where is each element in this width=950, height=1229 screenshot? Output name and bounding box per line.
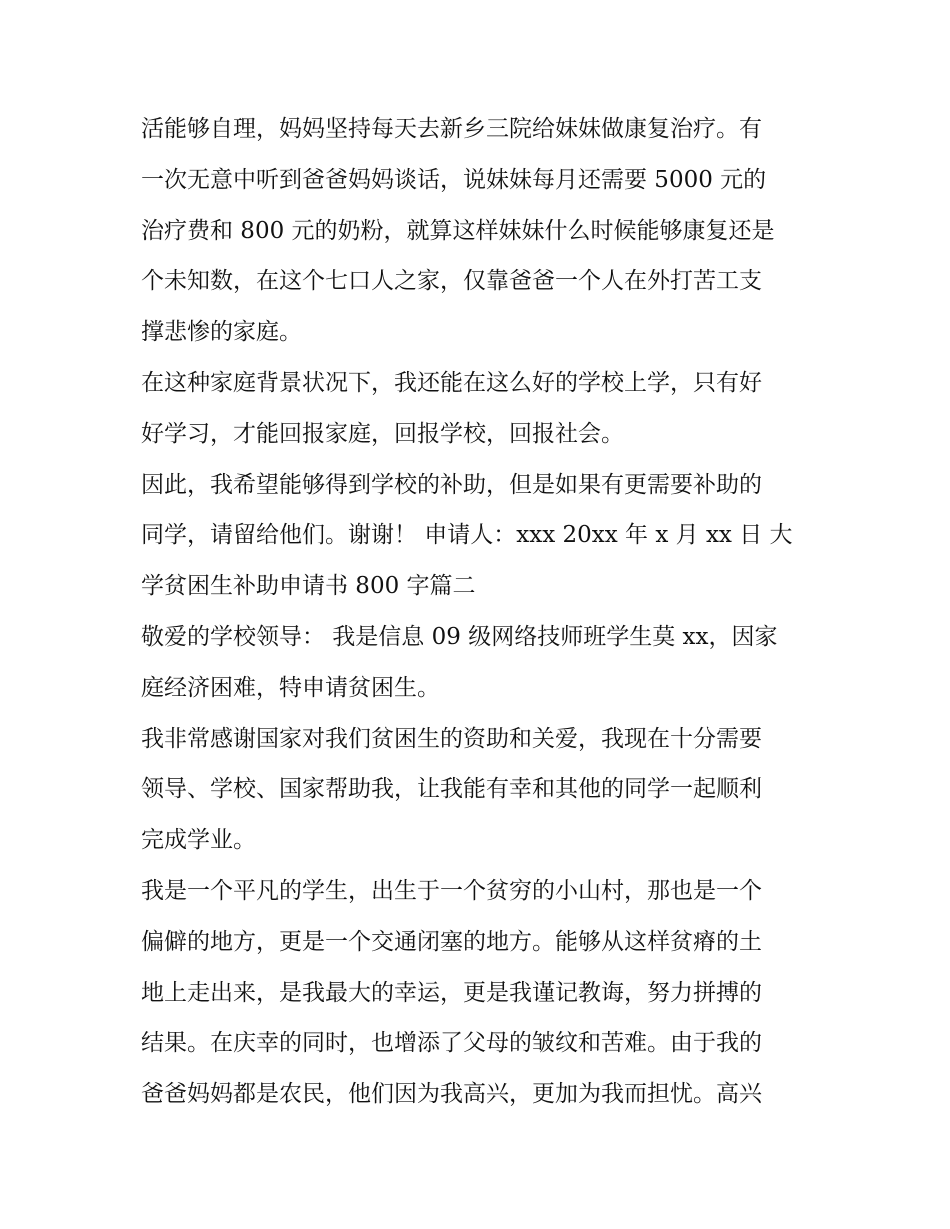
text-line: 敬爱的学校领导： 我是信息 09 级网络技师班学生莫 xx，因家 [141, 623, 778, 650]
text-line: 撑悲惨的家庭。 [141, 319, 302, 346]
text-line: 同学，请留给他们。谢谢！ 申请人：xxx 20xx 年 x 月 xx 日 大 [141, 522, 793, 549]
text-line: 我是一个平凡的学生，出生于一个贫穷的小山村，那也是一个 [141, 877, 762, 904]
text-line: 活能够自理，妈妈坚持每天去新乡三院给妹妹做康复治疗。有 [141, 116, 762, 142]
text-line: 我非常感谢国家对我们贫困生的资助和关爱，我现在十分需要 [141, 725, 762, 752]
text-line: 一次无意中听到爸爸妈妈谈话，说妹妹每月还需要 5000 元的 [141, 166, 767, 193]
text-line: 地上走出来，是我最大的幸运，更是我谨记教诲，努力拼搏的 [141, 979, 762, 1006]
text-line: 偏僻的地方，更是一个交通闭塞的地方。能够从这样贫瘠的土 [141, 928, 762, 955]
document-body [141, 104, 816, 1120]
text-line: 完成学业。 [141, 827, 256, 854]
text-line: 个未知数，在这个七口人之家，仅靠爸爸一个人在外打苦工支 [141, 268, 762, 295]
text-line: 领导、学校、国家帮助我，让我能有幸和其他的同学一起顺利 [141, 776, 762, 803]
text-line: 好学习，才能回报家庭，回报学校，回报社会。 [141, 420, 624, 447]
text-line: 在这种家庭背景状况下，我还能在这么好的学校上学，只有好 [141, 369, 762, 396]
text-line: 庭经济困难，特申请贫困生。 [141, 674, 440, 701]
text-line: 结果。在庆幸的同时，也增添了父母的皱纹和苦难。由于我的 [141, 1030, 762, 1057]
text-line: 爸爸妈妈都是农民，他们因为我高兴，更加为我而担忧。高兴 [141, 1081, 762, 1108]
text-line: 治疗费和 800 元的奶粉，就算这样妹妹什么时候能够康复还是 [141, 217, 775, 244]
text-line: 因此，我希望能够得到学校的补助，但是如果有更需要补助的 [141, 471, 762, 498]
section-heading-line: 学贫困生补助申请书 800 字篇二 [141, 573, 476, 600]
